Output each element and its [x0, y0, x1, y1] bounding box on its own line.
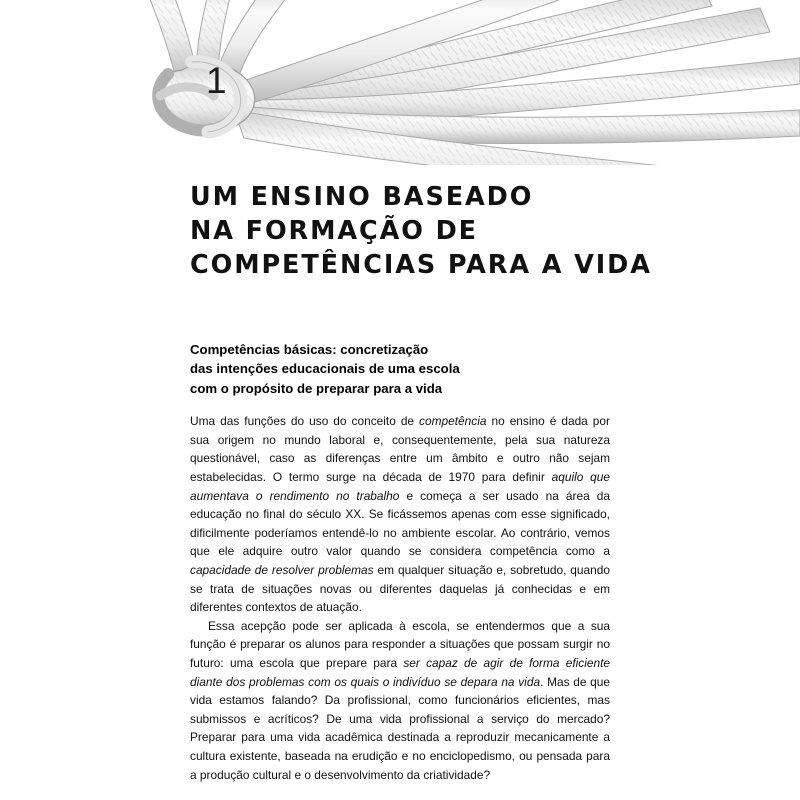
page-title [190, 180, 652, 282]
paragraph-2-emphasis-1: ser capaz de agir de forma eficiente diante dos problemas com os quais o indivíduo se depara na vida [190, 655, 610, 689]
paragraph-2-part-a: Essa acepção pode ser aplicada à escola, se entendermos que a sua função é preparar os alunos para responder a situações que possam surgir no futuro: uma escola que prepare para [190, 618, 610, 670]
paragraph-2 [190, 617, 610, 784]
paragraph-1-emphasis-1: competência [419, 414, 487, 429]
chapter-title-line-3: COMPETÊNCIAS PARA A VIDA [190, 250, 652, 281]
paragraph-1-emphasis-2: aquilo que aumentava o rendimento no trabalho [190, 470, 610, 503]
paragraph-1-part-c: e começa a ser usado na área da educação no final do século XX. Se ficássemos apenas com esse significado, dificilmente poderíamos entendê-lo no ambiente escolar. Ao contrário, vemos que ele adquire outro valor quando se considera competência como a [190, 488, 610, 559]
section-heading-line-1: Competências básicas: concretização [190, 342, 429, 357]
section-heading-line-3: com o propósito de preparar para a vida [190, 380, 443, 396]
section-heading [190, 340, 610, 398]
paragraph-1-part-d: em qualquer situação e, sobretudo, quando se trata de situações novas ou diferentes daquelas já conhecidas e em diferentes contextos de atuação. [190, 562, 610, 615]
chapter-number: 1 [206, 60, 227, 101]
section-heading-line-2: das intenções educacionais de uma escola [190, 361, 460, 377]
paragraph-1-emphasis-3: capacidade de resolver problemas [190, 562, 374, 577]
paragraph-1 [190, 412, 610, 617]
paragraph-1-part-a: Uma das funções do uso do conceito de [190, 414, 420, 429]
rope-knot-illustration [0, 0, 800, 165]
chapter-title-line-2: NA FORMAÇÃO DE [190, 216, 478, 247]
body-column [190, 340, 610, 784]
paragraph-2-part-b: . Mas de que vida estamos falando? Da profissional, como funcionários eficientes, mas submissos e acríticos? De uma vida profissional a serviço do mercado? Preparar para uma vida acadêmica destinada a reproduzir mecanicamente a cultura existente, baseada na erudição e no enciclopedismo, ou pensada para a produção cultural e o desenvolvimento da criatividade? [190, 674, 610, 782]
chapter-title-line-1: UM ENSINO BASEADO [190, 182, 534, 213]
paragraph-1-part-b: no ensino é dada por sua origem no mundo laboral e, consequentemente, pela sua natureza questionável, caso as diferenças entre um âmbito e outro não sejam estabelecidas. O termo surge na década de 1970 para definir [190, 414, 610, 484]
